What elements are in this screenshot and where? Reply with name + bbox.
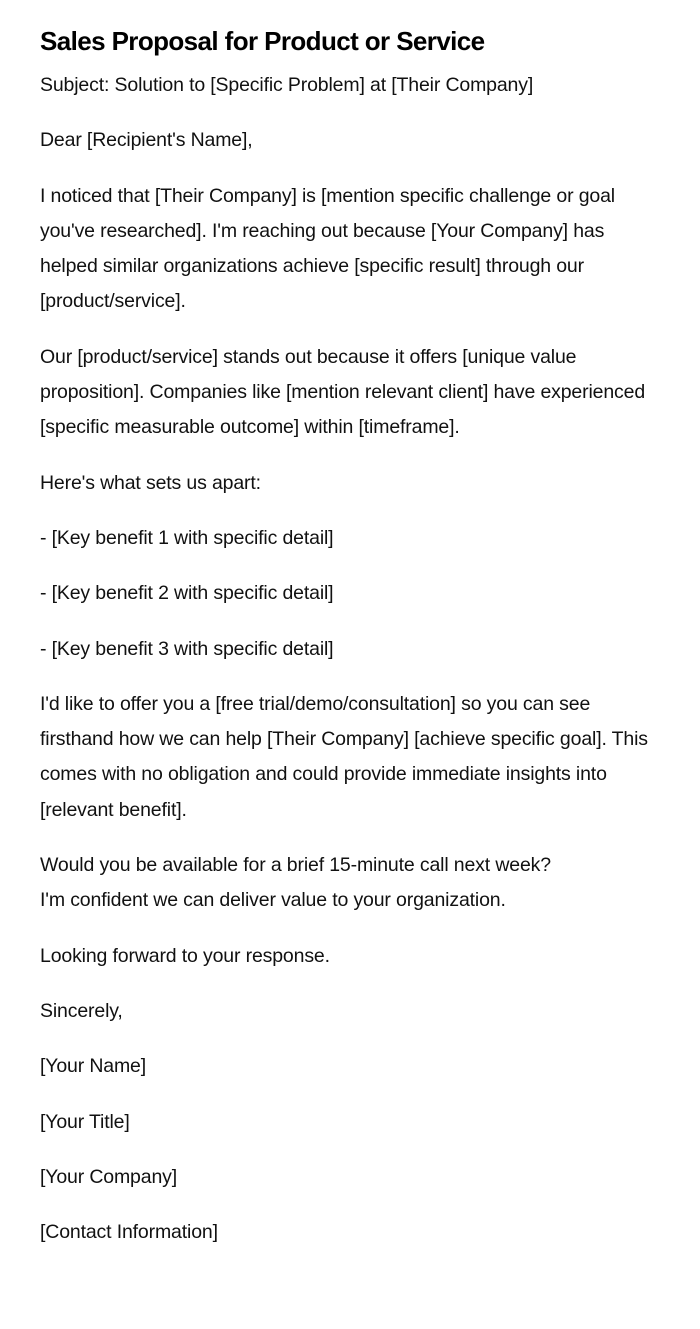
- value-paragraph: Our [product/service] stands out because it offers [unique value proposition]. Companies like [mention relevant client] have experienced [specific measurable outcome] within [timeframe].: [40, 345, 646, 439]
- subject-line: Subject: Solution to [Specific Problem] at [Their Company]: [40, 74, 534, 96]
- intro-paragraph: I noticed that [Their Company] is [mention specific challenge or goal you've researched]. I'm reaching out because [Your Company] has helped similar organizations achieve [specific result] through our [product/service].: [40, 184, 615, 313]
- call-paragraph: [40, 848, 660, 919]
- benefit-item-2: - [Key benefit 2 with specific detail]: [40, 582, 334, 605]
- signature-title: [Your Title]: [40, 1110, 130, 1133]
- offer-paragraph: I'd like to offer you a [free trial/demo/consultation] so you can see firsthand how we can help [Their Company] [achieve specific goal]. This comes with no obligation and could provide immediate insights into [relevant benefit].: [40, 692, 648, 821]
- signature-company: [Your Company]: [40, 1165, 178, 1188]
- signature-contact: [Contact Information]: [40, 1221, 218, 1244]
- closing-line: Looking forward to your response.: [40, 944, 330, 967]
- call-sentence: Would you be available for a brief 15-minute call next week?: [40, 854, 551, 877]
- benefits-heading: Here's what sets us apart:: [40, 471, 261, 494]
- salutation: Dear [Recipient's Name],: [40, 129, 253, 152]
- signature-name: [Your Name]: [40, 1055, 147, 1078]
- document-title: Sales Proposal for Product or Service: [40, 26, 485, 56]
- signoff: Sincerely,: [40, 999, 123, 1022]
- benefit-item-3: - [Key benefit 3 with specific detail]: [40, 637, 334, 660]
- confidence-sentence: I'm confident we can deliver value to your organization.: [40, 889, 506, 912]
- benefit-item-1: - [Key benefit 1 with specific detail]: [40, 526, 334, 549]
